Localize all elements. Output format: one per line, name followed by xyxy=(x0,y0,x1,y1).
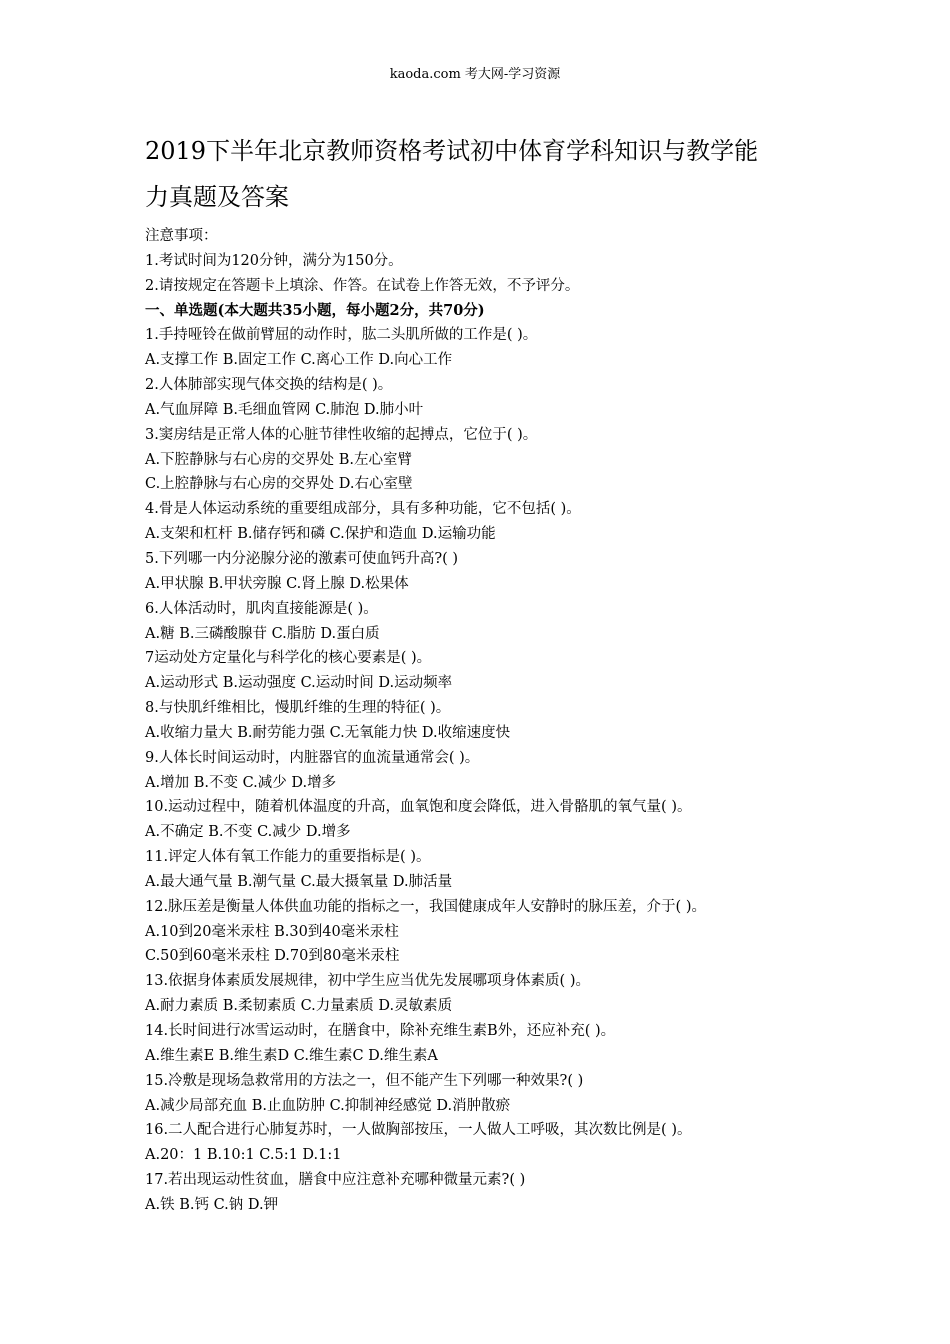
document-body xyxy=(145,224,845,1218)
question-line: A.维生素E B.维生素D C.维生素C D.维生素A xyxy=(145,1047,438,1064)
question-line: A.运动形式 B.运动强度 C.运动时间 D.运动频率 xyxy=(145,675,453,692)
title-line-2: 力真题及答案 xyxy=(145,183,289,211)
question-line: A.气血屏障 B.毛细血管网 C.肺泡 D.肺小叶 xyxy=(145,401,424,418)
question-line: 12.脉压差是衡量人体供血功能的指标之一，我国健康成年人安静时的脉压差，介于( )。 xyxy=(145,898,706,915)
notes-heading: 注意事项： xyxy=(145,228,218,244)
question-line: A.甲状腺 B.甲状旁腺 C.肾上腺 D.松果体 xyxy=(145,575,409,592)
question-line: A.收缩力量大 B.耐劳能力强 C.无氧能力快 D.收缩速度快 xyxy=(145,724,511,741)
question-line: A.糖 B.三磷酸腺苷 C.脂肪 D.蛋白质 xyxy=(145,625,380,642)
question-line: A.支架和杠杆 B.储存钙和磷 C.保护和造血 D.运输功能 xyxy=(145,526,496,543)
question-line: 11.评定人体有氧工作能力的重要指标是( )。 xyxy=(145,849,431,866)
document-title xyxy=(145,128,825,220)
question-line: 16.二人配合进行心肺复苏时，一人做胸部按压，一人做人工呼吸，其次数比例是( )。 xyxy=(145,1122,692,1139)
question-line: 2.人体肺部实现气体交换的结构是( )。 xyxy=(145,377,393,394)
question-line: A.增加 B.不变 C.减少 D.增多 xyxy=(145,774,337,791)
question-line: A.10到20毫米汞柱 B.30到40毫米汞柱 xyxy=(145,923,399,940)
question-line: A.铁 B.钙 C.钠 D.钾 xyxy=(145,1196,279,1213)
question-line: 10.运动过程中，随着机体温度的升高，血氧饱和度会降低，进入骨骼肌的氧气量( )。 xyxy=(145,799,692,816)
question-line: A.最大通气量 B.潮气量 C.最大摄氧量 D.肺活量 xyxy=(145,873,453,890)
question-line: A.支撑工作 B.固定工作 C.离心工作 D.向心工作 xyxy=(145,352,453,369)
question-line: 7运动处方定量化与科学化的核心要素是( )。 xyxy=(145,650,432,667)
section-heading: 一、单选题(本大题共35小题，每小题2分，共70分) xyxy=(145,301,485,319)
question-line: 14.长时间进行冰雪运动时，在膳食中，除补充维生素B外，还应补充( )。 xyxy=(145,1023,616,1039)
question-line: A.下腔静脉与右心房的交界处 B.左心室臂 xyxy=(145,451,412,468)
question-line: C.上腔静脉与右心房的交界处 D.右心室壁 xyxy=(145,476,413,493)
question-line: A.减少局部充血 B.止血防肿 C.抑制神经感觉 D.消肿散瘀 xyxy=(145,1097,511,1114)
question-line: C.50到60毫米汞柱 D.70到80毫米汞柱 xyxy=(145,948,400,965)
question-line: 3.窦房结是正常人体的心脏节律性收缩的起搏点，它位于( )。 xyxy=(145,426,538,443)
question-line: A.20：1 B.10:1 C.5:1 D.1:1 xyxy=(145,1147,342,1164)
question-line: A.耐力素质 B.柔韧素质 C.力量素质 D.灵敏素质 xyxy=(145,998,453,1015)
question-line: 4.骨是人体运动系统的重要组成部分，具有多种功能，它不包括( )。 xyxy=(145,501,581,518)
question-line: 5.下列哪一内分泌腺分泌的激素可使血钙升高?( ) xyxy=(145,550,459,567)
question-line: 15.冷敷是现场急救常用的方法之一，但不能产生下列哪一种效果?( ) xyxy=(145,1072,584,1089)
question-list xyxy=(145,323,845,1217)
page-header: kaoda.com 考大网-学习资源 xyxy=(389,67,561,82)
question-line: 1.手持哑铃在做前臂屈的动作时，肱二头肌所做的工作是( )。 xyxy=(145,327,538,344)
question-line: 6.人体活动时，肌肉直接能源是( )。 xyxy=(145,600,378,617)
question-line: A.不确定 B.不变 C.减少 D.增多 xyxy=(145,824,351,841)
question-line: 8.与快肌纤维相比，慢肌纤维的生理的特征( )。 xyxy=(145,700,451,717)
note-item: 2.请按规定在答题卡上填涂、作答。在试卷上作答无效，不予评分。 xyxy=(145,277,580,294)
title-line-1: 2019下半年北京教师资格考试初中体育学科知识与教学能 xyxy=(145,137,759,165)
note-item: 1.考试时间为120分钟，满分为150分。 xyxy=(145,252,403,269)
question-line: 17.若出现运动性贫血，膳食中应注意补充哪种微量元素?( ) xyxy=(145,1172,526,1189)
question-line: 9.人体长时间运动时，内脏器官的血流量通常会( )。 xyxy=(145,749,480,766)
question-line: 13.依据身体素质发展规律，初中学生应当优先发展哪项身体素质( )。 xyxy=(145,973,590,990)
